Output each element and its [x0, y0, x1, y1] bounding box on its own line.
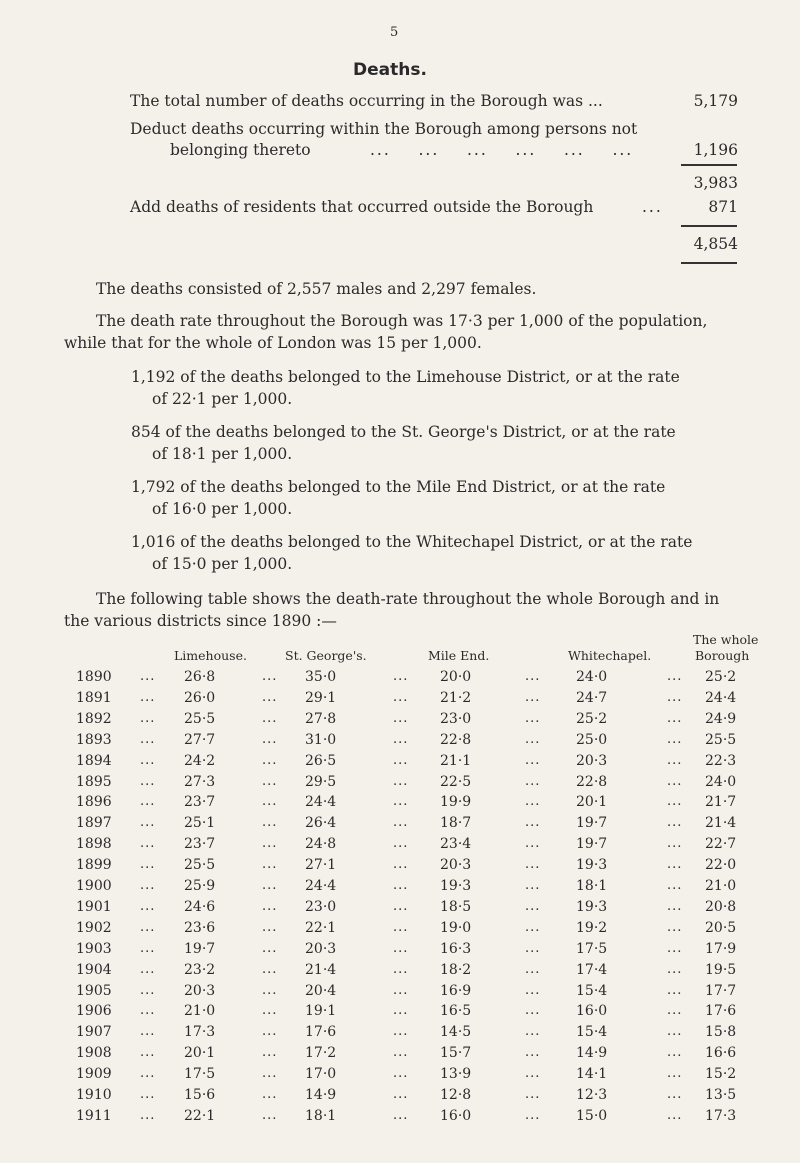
table-cell: 20·3	[305, 940, 337, 957]
leader-dots: ...	[262, 1003, 278, 1019]
leader-dots: ...	[667, 1066, 683, 1082]
table-cell: 16·9	[440, 982, 472, 999]
table-cell: 20·4	[305, 982, 337, 999]
table-cell: 19·5	[705, 961, 737, 978]
leader-dots: ...	[525, 710, 541, 726]
table-cell: 22·5	[440, 773, 472, 790]
leader-dots: ...	[140, 731, 156, 747]
table-year: 1898	[76, 836, 112, 853]
leader-dots: ...	[140, 1087, 156, 1102]
leader-dots: ...	[262, 898, 278, 914]
leader-dots: ...	[393, 669, 409, 684]
leader-dots: ...	[393, 689, 409, 705]
add-value: 871	[708, 198, 738, 216]
table-cell: 16·6	[705, 1045, 737, 1062]
table-cell: 24·8	[305, 836, 337, 853]
table-cell: 17·5	[184, 1066, 216, 1083]
leader-dots: ...	[262, 982, 278, 998]
table-year: 1899	[76, 857, 112, 874]
leader-dots: ...	[262, 1024, 278, 1040]
table-year: 1895	[76, 773, 112, 790]
table-cell: 23·6	[184, 919, 216, 936]
table-cell: 24·4	[705, 689, 737, 706]
leader-dots: ...	[393, 878, 409, 893]
table-cell: 17·3	[705, 1107, 737, 1124]
table-cell: 17·6	[705, 1003, 737, 1020]
table-cell: 18·7	[440, 815, 472, 832]
table-cell: 21·4	[305, 961, 337, 978]
table-cell: 17·6	[305, 1024, 337, 1041]
table-cell: 23·4	[440, 836, 472, 853]
leader-dots: ...	[393, 1066, 409, 1082]
table-cell: 26·0	[184, 689, 216, 706]
table-cell: 18·2	[440, 961, 472, 978]
leader-dots: ...	[525, 1087, 541, 1102]
table-cell: 17·9	[705, 940, 737, 957]
table-year: 1891	[76, 689, 112, 706]
table-year: 1905	[76, 982, 112, 999]
leader-dots: ...	[262, 689, 278, 705]
limehouse-line-2: of 22·1 per 1,000.	[152, 390, 293, 408]
leader-dots: ...	[525, 898, 541, 914]
table-cell: 15·2	[705, 1066, 737, 1083]
leader-dots: ...	[393, 961, 409, 977]
table-year: 1897	[76, 815, 112, 832]
leader-dots: ...	[667, 940, 683, 956]
table-cell: 35·0	[305, 669, 337, 685]
leader-dots: ...	[667, 794, 683, 810]
table-cell: 19·9	[440, 794, 472, 811]
table-cell: 12·8	[440, 1087, 472, 1103]
leader-dots: ...	[393, 898, 409, 914]
table-cell: 25·2	[576, 710, 608, 727]
leader-dots: ...	[393, 1087, 409, 1102]
table-year: 1904	[76, 961, 112, 978]
leader-dots: ...	[140, 1045, 156, 1061]
leader-dots: ...	[525, 940, 541, 956]
leader-dots: ...	[525, 857, 541, 873]
table-cell: 22·8	[576, 773, 608, 790]
leader-dots: ...	[140, 1024, 156, 1040]
leader-dots: ...	[140, 982, 156, 998]
table-cell: 15·4	[576, 1024, 608, 1041]
leader-dots: ...	[667, 1024, 683, 1040]
leader-dots: ...	[262, 773, 278, 789]
leader-dots: ...	[525, 1107, 541, 1123]
leader-dots: ...	[140, 961, 156, 977]
leader-dots: ...	[525, 982, 541, 998]
table-cell: 21·0	[705, 878, 737, 894]
total-deaths-label: The total number of deaths occurring in the Borough was ...	[130, 92, 603, 110]
leader-dots: ...	[667, 982, 683, 998]
leader-dots: ...	[262, 731, 278, 747]
leader-dots: ...	[525, 1066, 541, 1082]
leader-dots: ...	[525, 773, 541, 789]
leader-dots: ...	[667, 961, 683, 977]
leader-dots: ...	[393, 1107, 409, 1123]
table-year: 1893	[76, 731, 112, 748]
table-cell: 15·8	[705, 1024, 737, 1041]
leader-dots: ...	[525, 669, 541, 684]
leader-dots: ...	[393, 710, 409, 726]
rate-line-1: The death rate throughout the Borough was 17·3 per 1,000 of the population,	[96, 312, 708, 330]
table-cell: 22·1	[184, 1107, 216, 1124]
table-cell: 26·4	[305, 815, 337, 832]
table-cell: 20·8	[705, 898, 737, 915]
table-cell: 19·1	[305, 1003, 337, 1020]
table-cell: 17·3	[184, 1024, 216, 1041]
leader-dots: ...	[140, 710, 156, 726]
table-cell: 21·7	[705, 794, 737, 811]
leader-dots: ...	[393, 919, 409, 935]
leader-dots: ...	[667, 689, 683, 705]
leader-dots: ...	[140, 752, 156, 768]
leader-dots: ...	[393, 794, 409, 810]
table-year: 1911	[76, 1107, 112, 1124]
leader-dots: ...	[525, 731, 541, 747]
leader-dots: ...	[667, 773, 683, 789]
table-cell: 16·5	[440, 1003, 472, 1020]
whitechapel-line-2: of 15·0 per 1,000.	[152, 555, 293, 573]
table-year: 1890	[76, 669, 112, 685]
table-cell: 21·0	[184, 1003, 216, 1020]
stgeorge-line-1: 854 of the deaths belonged to the St. George's District, or at the rate	[131, 423, 676, 441]
leader-dots: ...	[667, 669, 683, 684]
leader-dots: ...	[667, 710, 683, 726]
table-year: 1894	[76, 752, 112, 769]
leader-dots: ...	[140, 836, 156, 852]
table-cell: 17·2	[305, 1045, 337, 1062]
table-cell: 20·5	[705, 919, 737, 936]
header-whole: The whole	[693, 632, 759, 647]
table-cell: 19·7	[184, 940, 216, 957]
leader-dots: ...	[262, 878, 278, 893]
leader-dots: ...	[262, 669, 278, 684]
deduct-label-2: belonging thereto	[170, 141, 311, 159]
table-cell: 24·2	[184, 752, 216, 769]
leader-dots: ...	[667, 1045, 683, 1061]
table-cell: 19·7	[576, 836, 608, 853]
table-cell: 13·5	[705, 1087, 737, 1103]
deduct-dots: ... ... ... ... ... ...	[370, 141, 634, 159]
table-cell: 22·7	[705, 836, 737, 853]
rule-2	[681, 225, 737, 227]
table-cell: 21·1	[440, 752, 472, 769]
table-cell: 25·5	[184, 857, 216, 874]
table-cell: 24·4	[305, 878, 337, 894]
leader-dots: ...	[262, 857, 278, 873]
leader-dots: ...	[667, 836, 683, 852]
table-year: 1906	[76, 1003, 112, 1020]
leader-dots: ...	[525, 1003, 541, 1019]
leader-dots: ...	[262, 961, 278, 977]
table-cell: 25·1	[184, 815, 216, 832]
leader-dots: ...	[525, 752, 541, 768]
leader-dots: ...	[393, 1003, 409, 1019]
leader-dots: ...	[667, 752, 683, 768]
table-year: 1909	[76, 1066, 112, 1083]
rule-3	[681, 262, 737, 264]
table-year: 1902	[76, 919, 112, 936]
leader-dots: ...	[140, 898, 156, 914]
table-cell: 12·3	[576, 1087, 608, 1103]
table-year: 1910	[76, 1087, 112, 1103]
add-label: Add deaths of residents that occurred outside the Borough	[130, 198, 594, 216]
table-cell: 23·2	[184, 961, 216, 978]
table-cell: 23·7	[184, 836, 216, 853]
table-cell: 22·1	[305, 919, 337, 936]
leader-dots: ...	[140, 857, 156, 873]
table-cell: 19·7	[576, 815, 608, 832]
table-cell: 25·5	[184, 710, 216, 727]
leader-dots: ...	[393, 836, 409, 852]
leader-dots: ...	[525, 961, 541, 977]
leader-dots: ...	[262, 940, 278, 956]
table-cell: 19·3	[440, 878, 472, 894]
leader-dots: ...	[140, 1066, 156, 1082]
table-cell: 24·9	[705, 710, 737, 727]
deduct-label-1: Deduct deaths occurring within the Borough among persons not	[130, 120, 638, 138]
leader-dots: ...	[525, 689, 541, 705]
leader-dots: ...	[393, 815, 409, 831]
leader-dots: ...	[262, 815, 278, 831]
leader-dots: ...	[393, 1045, 409, 1061]
table-cell: 25·9	[184, 878, 216, 894]
table-cell: 27·8	[305, 710, 337, 727]
table-cell: 21·2	[440, 689, 472, 706]
table-cell: 20·1	[576, 794, 608, 811]
table-cell: 17·5	[576, 940, 608, 957]
leader-dots: ...	[667, 919, 683, 935]
table-cell: 14·5	[440, 1024, 472, 1041]
leader-dots: ...	[667, 878, 683, 893]
table-cell: 23·0	[305, 898, 337, 915]
leader-dots: ...	[140, 1003, 156, 1019]
table-cell: 18·1	[305, 1107, 337, 1124]
leader-dots: ...	[262, 1045, 278, 1061]
deduct-value: 1,196	[693, 141, 738, 159]
section-heading: Deaths.	[353, 60, 427, 80]
table-cell: 22·3	[705, 752, 737, 769]
table-cell: 23·7	[184, 794, 216, 811]
table-cell: 20·3	[184, 982, 216, 999]
table-year: 1901	[76, 898, 112, 915]
table-cell: 14·9	[576, 1045, 608, 1062]
leader-dots: ...	[140, 689, 156, 705]
leader-dots: ...	[525, 836, 541, 852]
table-cell: 20·3	[576, 752, 608, 769]
table-cell: 25·2	[705, 669, 737, 685]
table-cell: 24·0	[705, 773, 737, 790]
subtotal-value: 3,983	[693, 174, 738, 192]
table-year: 1903	[76, 940, 112, 957]
leader-dots: ...	[393, 752, 409, 768]
leader-dots: ...	[393, 773, 409, 789]
table-cell: 26·8	[184, 669, 216, 685]
leader-dots: ...	[262, 1066, 278, 1082]
table-intro-line-2: the various districts since 1890 :—	[64, 612, 337, 630]
sex-breakdown: The deaths consisted of 2,557 males and 2,297 females.	[96, 280, 537, 298]
table-cell: 20·3	[440, 857, 472, 874]
table-cell: 24·0	[576, 669, 608, 685]
table-year: 1907	[76, 1024, 112, 1041]
leader-dots: ...	[262, 1087, 278, 1102]
table-cell: 20·1	[184, 1045, 216, 1062]
table-cell: 25·0	[576, 731, 608, 748]
table-cell: 18·1	[576, 878, 608, 894]
table-cell: 17·7	[705, 982, 737, 999]
table-cell: 24·4	[305, 794, 337, 811]
leader-dots: ...	[140, 815, 156, 831]
leader-dots: ...	[667, 731, 683, 747]
table-cell: 19·3	[576, 857, 608, 874]
table-cell: 14·9	[305, 1087, 337, 1103]
table-cell: 18·5	[440, 898, 472, 915]
table-cell: 20·0	[440, 669, 472, 685]
table-cell: 23·0	[440, 710, 472, 727]
page-number: 5	[390, 25, 399, 40]
leader-dots: ...	[667, 1087, 683, 1102]
rule-1	[681, 164, 737, 166]
leader-dots: ...	[262, 919, 278, 935]
table-cell: 25·5	[705, 731, 737, 748]
table-cell: 13·9	[440, 1066, 472, 1083]
table-cell: 29·1	[305, 689, 337, 706]
table-cell: 17·0	[305, 1066, 337, 1083]
table-cell: 19·3	[576, 898, 608, 915]
header-whitechapel: Whitechapel.	[568, 648, 652, 663]
leader-dots: ...	[393, 1024, 409, 1040]
leader-dots: ...	[140, 794, 156, 810]
table-cell: 16·0	[440, 1107, 472, 1124]
table-cell: 31·0	[305, 731, 337, 748]
header-stgeorge: St. George's.	[285, 648, 367, 663]
table-cell: 15·6	[184, 1087, 216, 1103]
stgeorge-line-2: of 18·1 per 1,000.	[152, 445, 293, 463]
leader-dots: ...	[667, 1107, 683, 1123]
leader-dots: ...	[140, 1107, 156, 1123]
leader-dots: ...	[393, 857, 409, 873]
whitechapel-line-1: 1,016 of the deaths belonged to the Whitechapel District, or at the rate	[131, 533, 693, 551]
table-year: 1892	[76, 710, 112, 727]
leader-dots: ...	[667, 1003, 683, 1019]
leader-dots: ...	[140, 940, 156, 956]
leader-dots: ...	[525, 815, 541, 831]
leader-dots: ...	[140, 669, 156, 684]
table-cell: 22·8	[440, 731, 472, 748]
header-mileend: Mile End.	[428, 648, 490, 663]
table-cell: 16·0	[576, 1003, 608, 1020]
table-year: 1896	[76, 794, 112, 811]
leader-dots: ...	[262, 794, 278, 810]
leader-dots: ...	[525, 1024, 541, 1040]
table-cell: 19·2	[576, 919, 608, 936]
mileend-line-2: of 16·0 per 1,000.	[152, 500, 293, 518]
table-cell: 16·3	[440, 940, 472, 957]
leader-dots: ...	[393, 940, 409, 956]
table-cell: 19·0	[440, 919, 472, 936]
table-cell: 21·4	[705, 815, 737, 832]
leader-dots: ...	[525, 878, 541, 893]
table-cell: 27·7	[184, 731, 216, 748]
table-cell: 27·3	[184, 773, 216, 790]
leader-dots: ...	[393, 731, 409, 747]
table-cell: 24·6	[184, 898, 216, 915]
leader-dots: ...	[525, 1045, 541, 1061]
leader-dots: ...	[667, 815, 683, 831]
table-cell: 26·5	[305, 752, 337, 769]
leader-dots: ...	[140, 878, 156, 893]
table-intro-line-1: The following table shows the death-rate throughout the whole Borough and in	[96, 590, 720, 608]
table-cell: 24·7	[576, 689, 608, 706]
final-value: 4,854	[693, 235, 738, 253]
leader-dots: ...	[393, 982, 409, 998]
total-deaths-value: 5,179	[693, 92, 738, 110]
mileend-line-1: 1,792 of the deaths belonged to the Mile End District, or at the rate	[131, 478, 666, 496]
leader-dots: ...	[140, 919, 156, 935]
header-limehouse: Limehouse.	[174, 648, 247, 663]
table-cell: 15·0	[576, 1107, 608, 1124]
table-cell: 22·0	[705, 857, 737, 874]
leader-dots: ...	[262, 752, 278, 768]
rate-line-2: while that for the whole of London was 15 per 1,000.	[64, 334, 482, 352]
table-cell: 14·1	[576, 1066, 608, 1083]
table-cell: 15·4	[576, 982, 608, 999]
leader-dots: ...	[667, 857, 683, 873]
leader-dots: ...	[525, 794, 541, 810]
header-borough: Borough	[695, 648, 750, 663]
leader-dots: ...	[262, 836, 278, 852]
leader-dots: ...	[667, 898, 683, 914]
table-cell: 17·4	[576, 961, 608, 978]
table-cell: 15·7	[440, 1045, 472, 1062]
leader-dots: ...	[262, 1107, 278, 1123]
add-dots: ...	[642, 198, 663, 216]
leader-dots: ...	[140, 773, 156, 789]
limehouse-line-1: 1,192 of the deaths belonged to the Limehouse District, or at the rate	[131, 368, 680, 386]
leader-dots: ...	[525, 919, 541, 935]
leader-dots: ...	[262, 710, 278, 726]
table-cell: 29·5	[305, 773, 337, 790]
table-year: 1908	[76, 1045, 112, 1062]
table-year: 1900	[76, 878, 112, 894]
table-cell: 27·1	[305, 857, 337, 874]
